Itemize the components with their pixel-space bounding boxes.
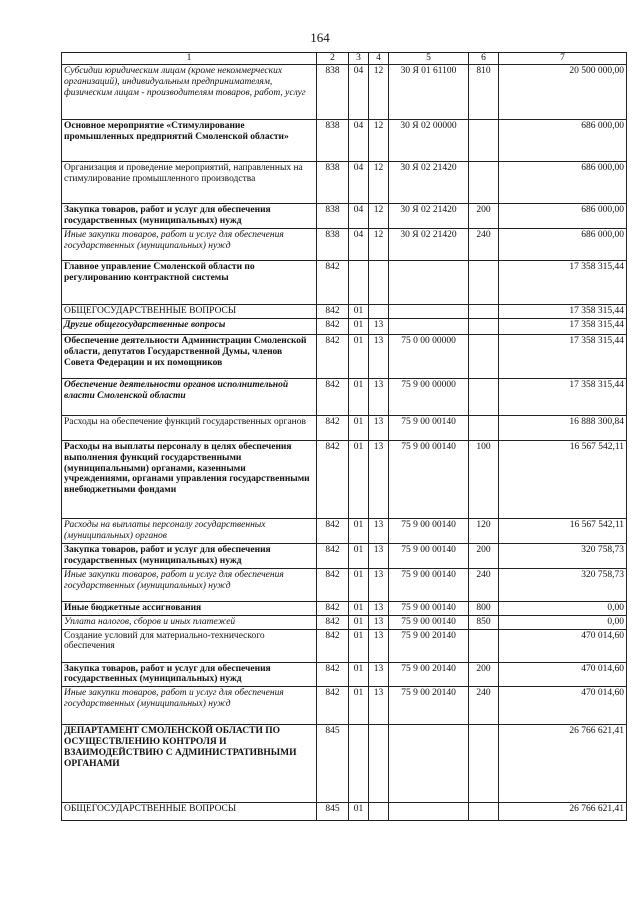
target-article-code: 30 Я 02 21420 <box>389 162 469 204</box>
subsection-code: 13 <box>369 319 389 335</box>
target-article-code: 30 Я 01 61100 <box>389 65 469 120</box>
subsection-code <box>369 725 389 803</box>
budget-table <box>61 52 627 821</box>
subsection-code: 13 <box>369 602 389 616</box>
amount-value: 26 766 621,41 <box>499 725 627 803</box>
section-code: 01 <box>349 335 369 379</box>
ministry-code: 842 <box>317 305 349 319</box>
column-header: 6 <box>469 53 499 65</box>
ministry-code: 842 <box>317 379 349 416</box>
ministry-code: 842 <box>317 602 349 616</box>
target-article-code <box>389 305 469 319</box>
expense-type-code: 810 <box>469 65 499 120</box>
target-article-code: 30 Я 02 00000 <box>389 120 469 162</box>
expense-type-code <box>469 261 499 305</box>
column-header: 1 <box>62 53 317 65</box>
table-row <box>62 662 627 687</box>
expense-type-code: 240 <box>469 229 499 261</box>
ministry-code: 838 <box>317 65 349 120</box>
section-code: 01 <box>349 629 369 662</box>
row-description: Обеспечение деятельности органов исполнительной власти Смоленской области <box>62 379 317 416</box>
expense-type-code: 240 <box>469 687 499 725</box>
ministry-code: 842 <box>317 519 349 544</box>
target-article-code: 75 9 00 20140 <box>389 662 469 687</box>
target-article-code: 75 9 00 20140 <box>389 687 469 725</box>
subsection-code: 12 <box>369 120 389 162</box>
page-number: 164 <box>310 30 330 45</box>
section-code: 04 <box>349 120 369 162</box>
column-header: 4 <box>369 53 389 65</box>
expense-type-code <box>469 120 499 162</box>
ministry-code: 845 <box>317 803 349 821</box>
section-code: 01 <box>349 319 369 335</box>
section-code: 01 <box>349 519 369 544</box>
amount-value: 16 567 542,11 <box>499 441 627 519</box>
expense-type-code <box>469 335 499 379</box>
amount-value: 17 358 315,44 <box>499 319 627 335</box>
subsection-code: 12 <box>369 162 389 204</box>
row-description: Субсидии юридическим лицам (кроме некоммерческих организаций), индивидуальным предпринимателям, физическим лицам - производителям товаров, работ, услуг <box>62 65 317 120</box>
table-row <box>62 229 627 261</box>
subsection-code <box>369 803 389 821</box>
subsection-code: 12 <box>369 65 389 120</box>
ministry-code: 845 <box>317 725 349 803</box>
subsection-code <box>369 261 389 305</box>
amount-value: 26 766 621,41 <box>499 803 627 821</box>
table-row <box>62 120 627 162</box>
subsection-code: 13 <box>369 544 389 569</box>
expense-type-code <box>469 162 499 204</box>
expense-type-code: 200 <box>469 662 499 687</box>
table-row <box>62 803 627 821</box>
column-header: 5 <box>389 53 469 65</box>
target-article-code <box>389 725 469 803</box>
amount-value: 17 358 315,44 <box>499 305 627 319</box>
target-article-code: 75 9 00 00140 <box>389 441 469 519</box>
row-description: Иные закупки товаров, работ и услуг для обеспечения государственных (муниципальных) нужд <box>62 687 317 725</box>
amount-value: 320 758,73 <box>499 569 627 602</box>
section-code: 01 <box>349 687 369 725</box>
ministry-code: 842 <box>317 319 349 335</box>
row-description: Основное мероприятие «Стимулирование промышленных предприятий Смоленской области» <box>62 120 317 162</box>
target-article-code: 75 9 00 00140 <box>389 602 469 616</box>
row-description: Расходы на выплаты персоналу государственных (муниципальных) органов <box>62 519 317 544</box>
table-row <box>62 204 627 229</box>
target-article-code <box>389 261 469 305</box>
ministry-code: 838 <box>317 229 349 261</box>
row-description: Расходы на выплаты персоналу в целях обеспечения выполнения функций государственными (муниципальными) органами, казенными учреждениями, органами управления государственными внебюджетными фондами <box>62 441 317 519</box>
expense-type-code: 850 <box>469 615 499 629</box>
table-row <box>62 305 627 319</box>
amount-value: 17 358 315,44 <box>499 379 627 416</box>
amount-value: 686 000,00 <box>499 162 627 204</box>
subsection-code: 13 <box>369 569 389 602</box>
subsection-code: 12 <box>369 229 389 261</box>
table-row <box>62 162 627 204</box>
row-description: Иные закупки товаров, работ и услуг для обеспечения государственных (муниципальных) нужд <box>62 229 317 261</box>
target-article-code <box>389 803 469 821</box>
section-code: 01 <box>349 544 369 569</box>
ministry-code: 838 <box>317 120 349 162</box>
row-description: Организация и проведение мероприятий, направленных на стимулирование промышленного производства <box>62 162 317 204</box>
section-code: 01 <box>349 305 369 319</box>
amount-value: 686 000,00 <box>499 204 627 229</box>
expense-type-code: 240 <box>469 569 499 602</box>
target-article-code: 30 Я 02 21420 <box>389 204 469 229</box>
table-row <box>62 261 627 305</box>
amount-value: 320 758,73 <box>499 544 627 569</box>
amount-value: 470 014,60 <box>499 662 627 687</box>
row-description: ОБЩЕГОСУДАРСТВЕННЫЕ ВОПРОСЫ <box>62 305 317 319</box>
table-header-row <box>62 53 627 65</box>
ministry-code: 842 <box>317 662 349 687</box>
row-description: Расходы на обеспечение функций государственных органов <box>62 416 317 441</box>
expense-type-code: 200 <box>469 204 499 229</box>
amount-value: 0,00 <box>499 615 627 629</box>
ministry-code: 842 <box>317 629 349 662</box>
table-row <box>62 441 627 519</box>
subsection-code: 13 <box>369 519 389 544</box>
section-code: 04 <box>349 204 369 229</box>
ministry-code: 842 <box>317 441 349 519</box>
table-row <box>62 65 627 120</box>
amount-value: 17 358 315,44 <box>499 335 627 379</box>
row-description: Обеспечение деятельности Администрации Смоленской области, депутатов Государственной Думы, членов Совета Федерации и их помощников <box>62 335 317 379</box>
row-description: Уплата налогов, сборов и иных платежей <box>62 615 317 629</box>
row-description: Закупка товаров, работ и услуг для обеспечения государственных (муниципальных) нужд <box>62 544 317 569</box>
table-row <box>62 416 627 441</box>
ministry-code: 842 <box>317 335 349 379</box>
table-row <box>62 379 627 416</box>
section-code: 01 <box>349 416 369 441</box>
amount-value: 17 358 315,44 <box>499 261 627 305</box>
ministry-code: 838 <box>317 162 349 204</box>
section-code <box>349 725 369 803</box>
target-article-code: 75 9 00 00140 <box>389 615 469 629</box>
ministry-code: 842 <box>317 261 349 305</box>
section-code: 01 <box>349 662 369 687</box>
section-code <box>349 261 369 305</box>
section-code: 01 <box>349 569 369 602</box>
amount-value: 686 000,00 <box>499 229 627 261</box>
ministry-code: 842 <box>317 569 349 602</box>
expense-type-code: 100 <box>469 441 499 519</box>
ministry-code: 842 <box>317 416 349 441</box>
table-row <box>62 615 627 629</box>
target-article-code: 75 9 00 00140 <box>389 544 469 569</box>
target-article-code: 75 9 00 00140 <box>389 569 469 602</box>
section-code: 01 <box>349 379 369 416</box>
section-code: 01 <box>349 602 369 616</box>
row-description: Закупка товаров, работ и услуг для обеспечения государственных (муниципальных) нужд <box>62 662 317 687</box>
expense-type-code: 120 <box>469 519 499 544</box>
subsection-code <box>369 305 389 319</box>
table-row <box>62 687 627 725</box>
table-row <box>62 602 627 616</box>
subsection-code: 12 <box>369 204 389 229</box>
section-code: 01 <box>349 803 369 821</box>
row-description: ДЕПАРТАМЕНТ СМОЛЕНСКОЙ ОБЛАСТИ ПО ОСУЩЕСТВЛЕНИЮ КОНТРОЛЯ И ВЗАИМОДЕЙСТВИЮ С АДМИНИСТРАТИВНЫМИ ОРГАНАМИ <box>62 725 317 803</box>
target-article-code: 75 9 00 00140 <box>389 416 469 441</box>
row-description: Создание условий для материально-технического обеспечения <box>62 629 317 662</box>
amount-value: 16 567 542,11 <box>499 519 627 544</box>
table-row <box>62 544 627 569</box>
expense-type-code <box>469 629 499 662</box>
subsection-code: 13 <box>369 662 389 687</box>
table-row <box>62 569 627 602</box>
expense-type-code <box>469 379 499 416</box>
target-article-code: 75 9 00 20140 <box>389 629 469 662</box>
expense-type-code <box>469 319 499 335</box>
amount-value: 470 014,60 <box>499 687 627 725</box>
subsection-code: 13 <box>369 416 389 441</box>
row-description: Другие общегосударственные вопросы <box>62 319 317 335</box>
section-code: 04 <box>349 229 369 261</box>
ministry-code: 842 <box>317 544 349 569</box>
target-article-code: 75 0 00 00000 <box>389 335 469 379</box>
target-article-code <box>389 319 469 335</box>
target-article-code: 30 Я 02 21420 <box>389 229 469 261</box>
subsection-code: 13 <box>369 441 389 519</box>
table-row <box>62 629 627 662</box>
expense-type-code <box>469 416 499 441</box>
row-description: Иные бюджетные ассигнования <box>62 602 317 616</box>
row-description: Главное управление Смоленской области по регулированию контрактной системы <box>62 261 317 305</box>
table-row <box>62 519 627 544</box>
amount-value: 470 014,60 <box>499 629 627 662</box>
subsection-code: 13 <box>369 615 389 629</box>
target-article-code: 75 9 00 00140 <box>389 519 469 544</box>
target-article-code: 75 9 00 00000 <box>389 379 469 416</box>
amount-value: 16 888 300,84 <box>499 416 627 441</box>
subsection-code: 13 <box>369 335 389 379</box>
row-description: Иные закупки товаров, работ и услуг для обеспечения государственных (муниципальных) нужд <box>62 569 317 602</box>
column-header: 2 <box>317 53 349 65</box>
section-code: 01 <box>349 615 369 629</box>
amount-value: 0,00 <box>499 602 627 616</box>
row-description: Закупка товаров, работ и услуг для обеспечения государственных (муниципальных) нужд <box>62 204 317 229</box>
table-row <box>62 319 627 335</box>
amount-value: 686 000,00 <box>499 120 627 162</box>
table-row <box>62 335 627 379</box>
amount-value: 20 500 000,00 <box>499 65 627 120</box>
section-code: 04 <box>349 162 369 204</box>
expense-type-code: 800 <box>469 602 499 616</box>
ministry-code: 842 <box>317 687 349 725</box>
expense-type-code: 200 <box>469 544 499 569</box>
expense-type-code <box>469 803 499 821</box>
column-header: 7 <box>499 53 627 65</box>
subsection-code: 13 <box>369 629 389 662</box>
expense-type-code <box>469 725 499 803</box>
table-row <box>62 725 627 803</box>
section-code: 04 <box>349 65 369 120</box>
column-header: 3 <box>349 53 369 65</box>
subsection-code: 13 <box>369 687 389 725</box>
expense-type-code <box>469 305 499 319</box>
subsection-code: 13 <box>369 379 389 416</box>
section-code: 01 <box>349 441 369 519</box>
ministry-code: 842 <box>317 615 349 629</box>
ministry-code: 838 <box>317 204 349 229</box>
row-description: ОБЩЕГОСУДАРСТВЕННЫЕ ВОПРОСЫ <box>62 803 317 821</box>
